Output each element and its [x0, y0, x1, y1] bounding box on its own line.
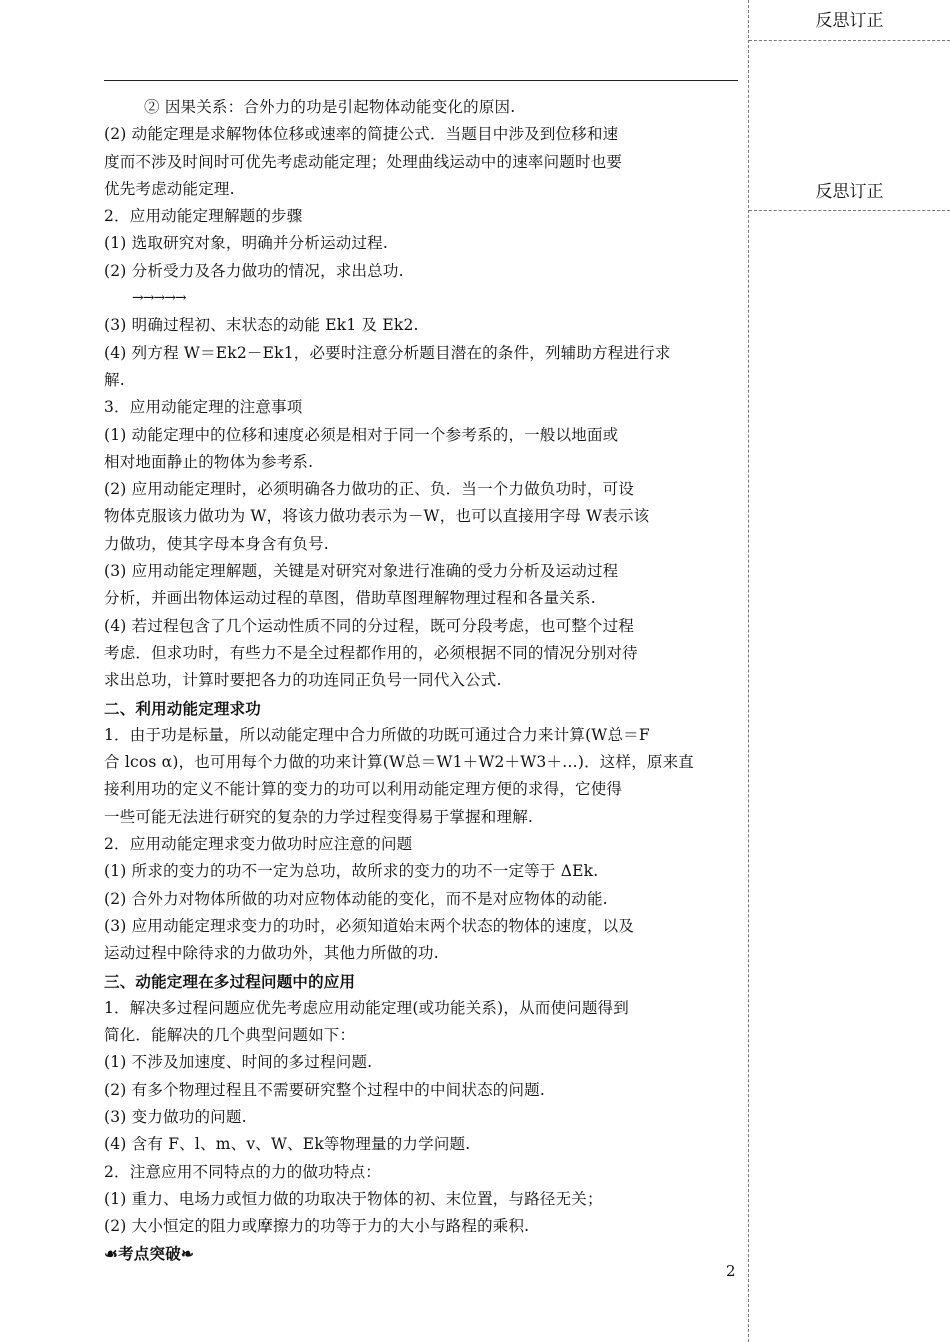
text-line: (3) 明确过程初、末状态的动能 Ek1 及 Ek2. — [104, 316, 419, 335]
document-body — [104, 94, 738, 1268]
text-line: 合 lcos α)，也可用每个力做的功来计算(W总＝W1＋W2＋W3＋…)．这样，原来直 — [104, 753, 694, 772]
page-number: 2 — [726, 1262, 736, 1280]
text-line: 2．应用动能定理解题的步骤 — [104, 207, 303, 226]
text-line: (3) 应用动能定理求变力的功时，必须知道始末两个状态的物体的速度，以及 — [104, 916, 635, 935]
text-line: (1) 选取研究对象，明确并分析运动过程. — [104, 234, 389, 253]
sidebar-label-2: 反思订正 — [815, 182, 884, 202]
text-line: →→→→→ — [132, 290, 186, 307]
sidebar-divider — [749, 40, 950, 41]
text-line: (4) 含有 F、l、m、v、W、Ek等物理量的力学问题. — [104, 1135, 471, 1154]
sidebar-label-1: 反思订正 — [815, 11, 884, 31]
text-line: (2) 动能定理是求解物体位移或速率的简捷公式．当题目中涉及到位移和速 — [104, 125, 619, 144]
text-line: (1) 不涉及加速度、时间的多过程问题. — [104, 1053, 373, 1072]
text-line: 优先考虑动能定理. — [104, 179, 235, 198]
text-line: 3．应用动能定理的注意事项 — [104, 398, 303, 417]
section-heading: ☙考点突破❧ — [104, 1244, 195, 1264]
text-line: (3) 应用动能定理解题，关键是对研究对象进行准确的受力分析及运动过程 — [104, 562, 619, 581]
text-line: 相对地面静止的物体为参考系. — [104, 452, 314, 471]
text-line: 分析，并画出物体运动过程的草图，借助草图理解物理过程和各量关系. — [104, 589, 596, 608]
section-heading: 二、利用动能定理求功 — [104, 698, 262, 718]
text-line: 简化．能解决的几个典型问题如下： — [104, 1026, 356, 1045]
text-line: (4) 列方程 W＝Ek2－Ek1，必要时注意分析题目潜在的条件，列辅助方程进行求 — [104, 343, 671, 362]
text-line: 考虑．但求功时，有些力不是全过程都作用的，必须根据不同的情况分别对待 — [104, 643, 638, 662]
text-line: (1) 所求的变力的功不一定为总功，故所求的变力的功不一定等于 ΔEk. — [104, 862, 599, 881]
text-line: 物体克服该力做功为 W，将该力做功表示为－W，也可以直接用字母 W表示该 — [104, 507, 650, 526]
reflection-sidebar — [748, 0, 950, 1342]
text-line: (2) 有多个物理过程且不需要研究整个过程中的中间状态的问题. — [104, 1080, 546, 1099]
text-line: 度而不涉及时间时可优先考虑动能定理；处理曲线运动中的速率问题时也要 — [104, 152, 623, 171]
text-line: 接利用功的定义不能计算的变力的功可以利用动能定理方便的求得，它使得 — [104, 780, 623, 799]
text-line: 力做功，使其字母本身含有负号. — [104, 534, 329, 553]
text-line: (4) 若过程包含了几个运动性质不同的分过程，既可分段考虑，也可整个过程 — [104, 616, 635, 635]
text-line: (2) 合外力对物体所做的功对应物体动能的变化，而不是对应物体的动能. — [104, 889, 608, 908]
text-line: (2) 分析受力及各力做功的情况，求出总功. — [104, 261, 404, 280]
text-line: 2．应用动能定理求变力做功时应注意的问题 — [104, 835, 413, 854]
text-line: 求出总功，计算时要把各力的功连同正负号一同代入公式. — [104, 671, 502, 690]
header-rule — [104, 80, 738, 81]
text-line: (2) 大小恒定的阻力或摩擦力的功等于力的大小与路程的乘积. — [104, 1217, 530, 1236]
text-line: 1．解决多过程问题应优先考虑应用动能定理(或功能关系)，从而使问题得到 — [104, 998, 629, 1017]
text-line: (2) 应用动能定理时，必须明确各力做功的正、负．当一个力做负功时，可设 — [104, 480, 635, 499]
text-line: (3) 变力做功的问题. — [104, 1107, 247, 1126]
text-line: 一些可能无法进行研究的复杂的力学过程变得易于掌握和理解. — [104, 807, 534, 826]
text-line: 2．注意应用不同特点的力的做功特点： — [104, 1162, 381, 1181]
text-line: (1) 动能定理中的位移和速度必须是相对于同一个参考系的，一般以地面或 — [104, 425, 619, 444]
section-heading: 三、动能定理在多过程问题中的应用 — [104, 971, 356, 991]
text-line: (1) 重力、电场力或恒力做的功取决于物体的初、末位置，与路径无关； — [104, 1189, 603, 1208]
text-line: 1．由于功是标量，所以动能定理中合力所做的功既可通过合力来计算(W总＝F — [104, 725, 650, 744]
text-line: 解. — [104, 370, 125, 389]
text-line: ② 因果关系：合外力的功是引起物体动能变化的原因. — [144, 98, 516, 116]
sidebar-divider — [749, 210, 950, 211]
text-line: 运动过程中除待求的力做功外，其他力所做的功. — [104, 944, 439, 963]
